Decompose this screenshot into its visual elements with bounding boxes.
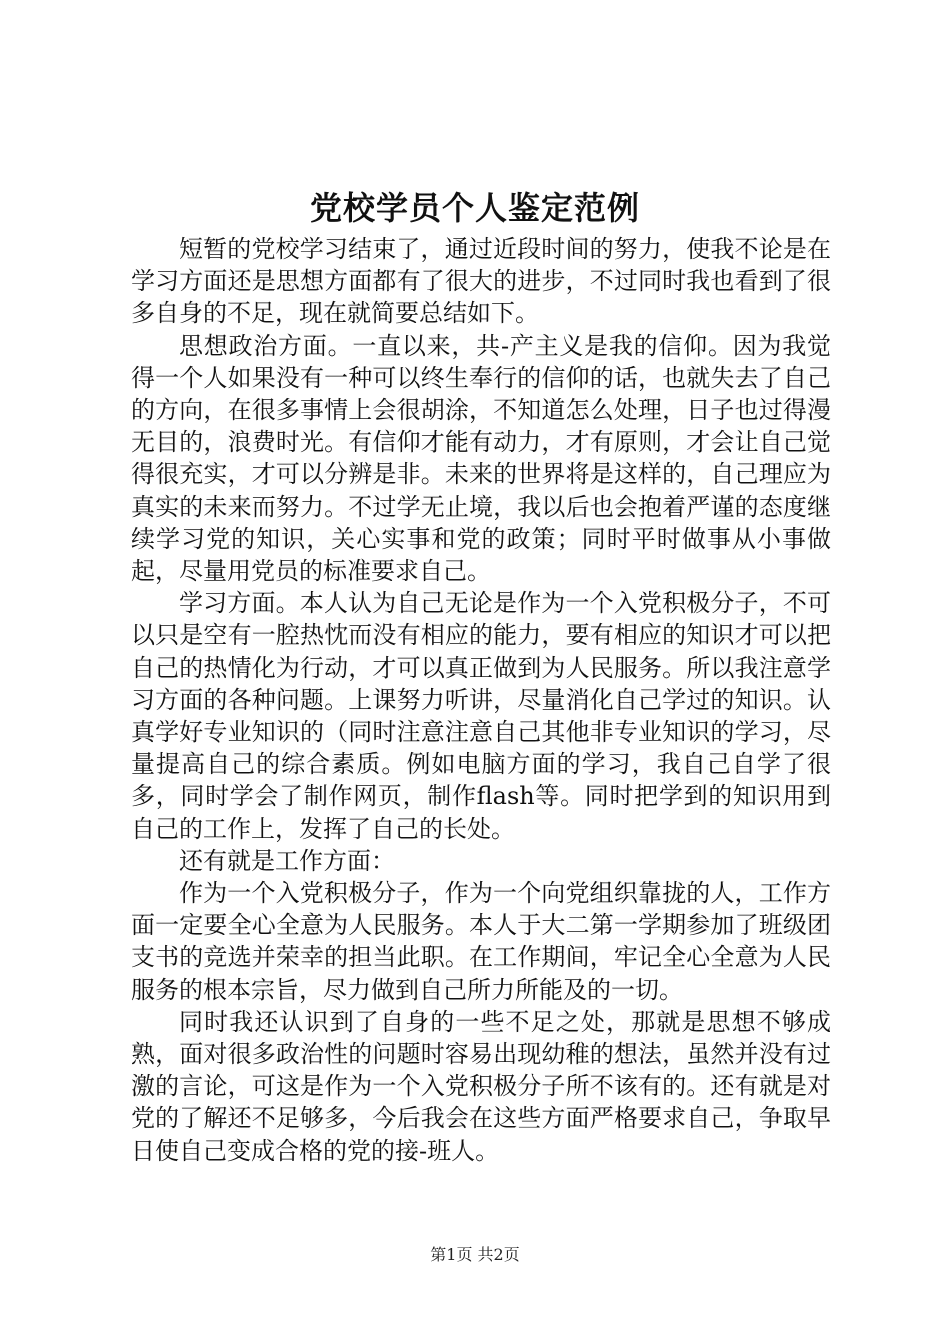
- document-title: 党校学员个人鉴定范例: [309, 189, 640, 227]
- page-footer: 第1页 共2页: [430, 1245, 520, 1264]
- paragraph-ideology: 思想政治方面。一直以来，共-产主义是我的信仰。因为我觉得一个人如果没有一种可以终生奉行的信仰的话，也就失去了自己的方向，在很多事情上会很胡涂，不知道怎么处理，日子也过得漫无目的，浪费时光。有信仰才能有动力，才有原则，才会让自己觉得很充实，才可以分辨是非。未来的世界将是这样的，自己理应为真实的未来而努力。不过学无止境，我以后也会抱着严谨的态度继续学习党的知识，关心实事和党的政策；同时平时做事从小事做起，尽量用党员的标准要求自己。: [131, 331, 831, 586]
- paragraph-shortcomings: 同时我还认识到了自身的一些不足之处，那就是思想不够成熟，面对很多政治性的问题时容易出现幼稚的想法，虽然并没有过激的言论，可这是作为一个入党积极分子所不该有的。还有就是对党的了解还不足够多，今后我会在这些方面严格要求自己，争取早日使自己变成合格的党的接-班人。: [131, 1007, 831, 1165]
- paragraph-intro: 短暂的党校学习结束了，通过近段时间的努力，使我不论是在学习方面还是思想方面都有了很大的进步，不过同时我也看到了很多自身的不足，现在就简要总结如下。: [131, 235, 831, 328]
- paragraph-study: 学习方面。本人认为自己无论是作为一个入党积极分子，不可以只是空有一腔热忱而没有相应的能力，要有相应的知识才可以把自己的热情化为行动，才可以真正做到为人民服务。所以我注意学习方面的各种问题。上课努力听讲，尽量消化自己学过的知识。认真学好专业知识的（同时注意注意自己其他非专业知识的学习，尽量提高自己的综合素质。例如电脑方面的学习，我自己自学了很多，同时学会了制作网页，制作flash等。同时把学到的知识用到自己的工作上，发挥了自己的长处。: [131, 589, 831, 843]
- paragraph-work: 作为一个入党积极分子，作为一个向党组织靠拢的人，工作方面一定要全心全意为人民服务。本人于大二第一学期参加了班级团支书的竞选并荣幸的担当此职。在工作期间，牢记全心全意为人民服务的根本宗旨，尽力做到自己所力所能及的一切。: [131, 879, 831, 1004]
- paragraph-work-heading: 还有就是工作方面：: [179, 846, 395, 875]
- document-body: [131, 233, 831, 1167]
